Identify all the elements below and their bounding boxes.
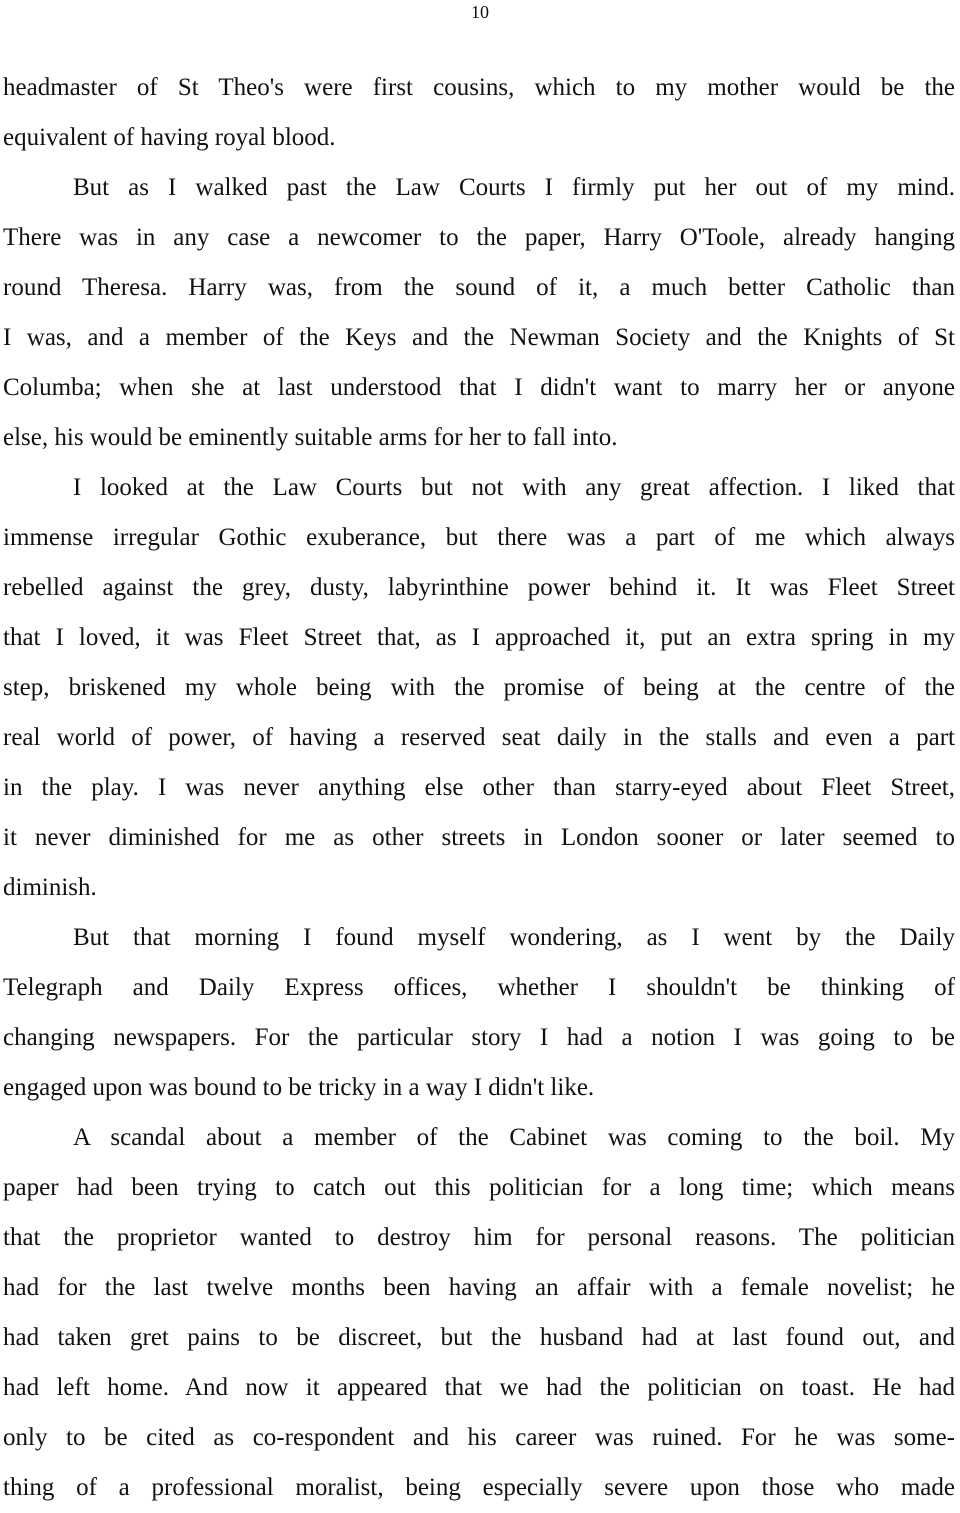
text-line: rebelled against the grey, dusty, labyrinthine power behind it. It was Fleet Street [3,574,955,601]
text-line: But as I walked past the Law Courts I firmly put her out of my mind. [73,174,955,201]
text-line: I was, and a member of the Keys and the Newman Society and the Knights of St [3,324,955,351]
text-line: else, his would be eminently suitable arms for her to fall into. [3,424,618,451]
text-line: A scandal about a member of the Cabinet was coming to the boil. My [73,1124,955,1151]
text-line: changing newspapers. For the particular story I had a notion I was going to be [3,1024,955,1051]
text-line: thing of a professional moralist, being especially severe upon those who made [3,1474,955,1501]
page-body [3,63,955,1513]
text-line: immense irregular Gothic exuberance, but there was a part of me which always [3,524,955,551]
text-line: Columba; when she at last understood that I didn't want to marry her or anyone [3,374,955,401]
text-line: it never diminished for me as other streets in London sooner or later seemed to [3,824,955,851]
text-line: headmaster of St Theo's were first cousins, which to my mother would be the [3,74,955,101]
text-line: equivalent of having royal blood. [3,124,336,151]
page-number: 10 [471,2,489,22]
text-line: paper had been trying to catch out this politician for a long time; which means [3,1174,955,1201]
text-line: But that morning I found myself wondering, as I went by the Daily [73,924,955,951]
text-line: step, briskened my whole being with the promise of being at the centre of the [3,674,955,701]
text-line: I looked at the Law Courts but not with any great affection. I liked that [73,474,955,501]
text-line: had taken gret pains to be discreet, but the husband had at last found out, and [3,1324,955,1351]
text-line: in the play. I was never anything else other than starry-eyed about Fleet Street, [3,774,955,801]
text-line: Telegraph and Daily Express offices, whether I shouldn't be thinking of [3,974,955,1001]
text-line: that the proprietor wanted to destroy him for personal reasons. The politician [3,1224,955,1251]
text-line: real world of power, of having a reserved seat daily in the stalls and even a part [3,724,955,751]
text-line: There was in any case a newcomer to the paper, Harry O'Toole, already hanging [3,224,955,251]
text-line: round Theresa. Harry was, from the sound of it, a much better Catholic than [3,274,955,301]
text-line: that I loved, it was Fleet Street that, as I approached it, put an extra spring in my [3,624,955,651]
text-line: had for the last twelve months been having an affair with a female novelist; he [3,1274,955,1301]
text-line: had left home. And now it appeared that we had the politician on toast. He had [3,1374,955,1401]
text-line: engaged upon was bound to be tricky in a way I didn't like. [3,1074,595,1101]
text-line: only to be cited as co-respondent and his career was ruined. For he was some- [3,1424,955,1451]
text-line: diminish. [3,874,97,901]
